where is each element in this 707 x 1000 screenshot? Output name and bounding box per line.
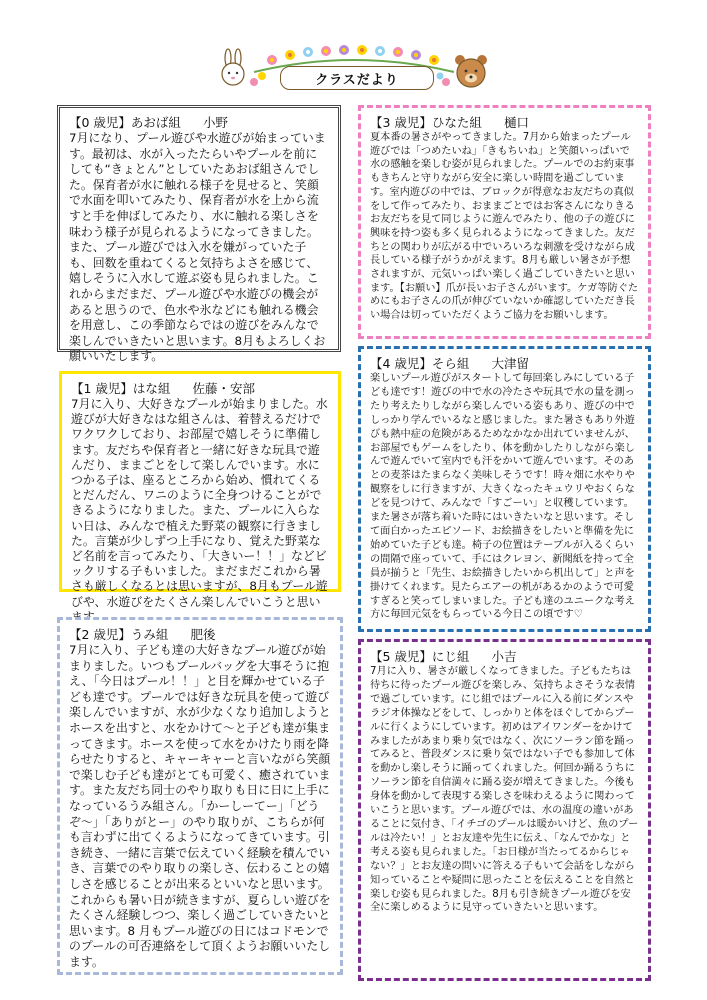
class-name: 【0 歳児】あおば組 (69, 115, 181, 130)
teacher-name: 小野 (202, 115, 228, 130)
class-report-text: 7月に入り、子ども達の大好きなプール遊びが始まりました。いつもプールバッグを大事そうに抱え、「今日はプール！！」と目を輝かせている子ども達です。プールでは好きな玩具を使って遊び楽しんでいますが、水が少なくなり追加しようとホースを出すと、水をかけて〜と子ども達が集まってきます。ホースを使って水をかけたり雨を降らせたりすると、キャーキャーと言いながら笑顔で楽しむ子ども達がとても可愛く、癒されています。また友だち同士のやり取りも日に日に上手になっているうみ組さん。「かーしーてー」「どうぞ〜」「ありがとー」のやり取りが、こちらが何も言わずに出てくるようになってきています。引き続き、一緒に言葉で伝えていく経験を積んでいき、言葉でのやり取りの楽しさ、伝わることの嬉しさを感じることが出来るといいなと思います。これからも暑い日が続きますが、夏らしい遊びをたくさん経験しつつ、楽しく過ごしていきたいと思います。8 月もプール遊びの日にはコドモンでのプールの可否連絡をして頂くようお願いいたします。 (69, 643, 331, 969)
class-name: 【2 歳児】うみ組 (69, 627, 169, 642)
rabbit-illustration (222, 49, 266, 86)
class-name: 【5 歳児】にじ組 (370, 649, 470, 664)
class-heading (370, 649, 639, 664)
class-report-text: 楽しいプール遊びがスタートして毎回楽しみにしている子ども達です！遊びの中で水の冷たさや玩具で水の量を測ったり考えたりしながら楽しんでいる姿もあり、遊びの中でしっかり学んでいるなと感じました。また暑さもあり外遊びも熱中症の危険があるためなかなか出れていませんが、お部屋でもゲームをしたり、体を動かしたりしながら楽しんで遊んでいて室内でも汗をかいて遊んでいます。そのあとの麦茶はたまらなく美味しそうです！時々畑に水やりや観察をしに行きますが、大きくなったキュウリやおくらなどを見つけて、みんなで「すごーい」と収穫しています。また暑さが落ち着いた時にはいきたいなと思います。そして面白かったエピソード、お絵描きをしたいと準備を先に始めていた子ども達。椅子の位置はテーブルが入るくらいの間隔で座っていて、手にはクレヨン、新聞紙を持って全員が揃うと「先生、お絵描きしたいから机出して」と声を掛けてくれます。見たらエアーの机があるかのようで可愛すぎると笑ってしまいました。子ども達のユニークな考え方に毎回元気をもらっている今日この頃です♡ (370, 373, 635, 621)
class-name: 【4 歳児】そら組 (370, 356, 470, 371)
class-report-3-year-olds (358, 105, 651, 339)
class-report-text: 7月に入り、暑さが厳しくなってきました。子どもたちは待ちに待ったプール遊びを楽しみ、気持ちよさそうな表情で過ごしています。にじ組ではプールに入る前にダンスやラジオ体操などをして、しっかりと体をほぐしてからプールに行くようにしています。初めはアイワンダーをかけてみましたがあまり乗り気ではなく、次にソーラン節を踊ってみると、普段ダンスに乗り気ではない子でも参加して体を動かし楽しそうに踊ってくれました。何回か踊るうちにソーラン節を自信満々に踊る姿が増えてきました。今後も身体を動かして表現する楽しさを味わえるように関わっていこうと思います。プール遊びでは、水の温度の違いがあることに気付き、「イチゴのプールは暖かいけど、魚のプールは冷たい！」とお友達や先生に伝え、「なんでかな」と考える姿も見られました。「お日様が当たってるからじゃない？」とお友達の問いに答える子もいて会話をしながら知っていることや疑問に思ったことを伝えることを自然と楽しむ姿も見られました。8月も引き続きプール遊びを安全に楽しめるように見守っていきたいと思います。 (370, 666, 639, 914)
class-heading (370, 356, 639, 371)
header-banner (214, 46, 494, 94)
teacher-name: 肥後 (190, 627, 216, 642)
teacher-name: 樋口 (503, 115, 529, 130)
teacher-name: 佐藤・安部 (192, 381, 255, 396)
bear-illustration (437, 55, 488, 87)
class-heading (71, 381, 329, 396)
class-report-text: 夏本番の暑さがやってきました。7月から始まったプール遊びでは「つめたいね」「きもちいね」と笑顔いっぱいで水の感触を楽しむ姿が見られました。プールでのお約束事もきちんと守りながら安全に楽しい時間を過ごしています。室内遊びの中では、ブロックが得意なお友だちの真似をして作ってみたり、おままごとではお客さんになりきるお友だちを見て同じように遊んでみたり、他の子の遊びに興味を持つ姿も多く見られるようになってきました。友だちとの関わりが広がる中でいろいろな刺激を受けながら成長している様子がうかがえます。8月も厳しい暑さが予想されますが、元気いっぱい楽しく過ごしていきたいと思います。【お願い】爪が長いお子さんがいます。ケガ等防ぐためにもお子さんの爪が伸びていないか確認していただき長い場合は切っていただくようご協力をお願いします。 (370, 132, 639, 322)
class-name: 【1 歳児】はな組 (71, 381, 171, 396)
class-heading (69, 627, 331, 642)
teacher-name: 大津留 (491, 356, 529, 371)
class-report-0-year-olds (57, 105, 341, 364)
class-report-2-year-olds (57, 617, 343, 975)
class-report-4-year-olds (358, 346, 651, 632)
teacher-name: 小吉 (491, 649, 517, 664)
class-heading (370, 115, 639, 130)
page-title: クラスだより (280, 66, 434, 90)
class-report-1-year-olds (59, 371, 341, 609)
class-name: 【3 歳児】ひなた組 (370, 115, 482, 130)
class-report-text: 7月に入り、大好きなプールが始まりました。水遊びが大好きなはな組さんは、着替えるだけでワクワクしており、お部屋で嬉しそうに準備します。友だちや保育者と一緒に好きな玩具で遊んだり、ままごとをして楽しんでいます。水につかる子は、座るところから始め、慣れてくるとだんだん、ワニのように全身つけることができるようになりました。また、プールに入らない日は、みんなで植えた野菜の観察に行きました。言葉が少しずつ上手になり、覚えた野菜など名前を言ってみたり、「大きいー！！」などビックリする子もいました。まだまだこれから暑さも厳しくなるとは思いますが、8月もプール遊びや、水遊びをたくさん楽しんでいこうと思い (71, 397, 328, 609)
class-report-5-year-olds (358, 639, 651, 981)
class-heading (69, 115, 329, 130)
class-report-text: 7月になり、プール遊びや水遊びが始まっています。最初は、水が入ったたらいやプールを前にしても“きょとん”としていたあおば組さんでした。保育者が水に触れる様子を見せると、笑顔で水面を叩いてみたり、保育者が水を上から流すと手を伸ばしてみたり、水に触れる楽しさを味わう様子が見られるようになってきました。また、プール遊びでは入水を嫌がっていた子も、回数を重ねてくると気持ちよさを感じて、嬉しそうに入水して遊ぶ姿も見られました。これからまだまだ、プール遊びや水遊びの機会があると思うので、色水や氷などにも触れる機会を用意し、この季節ならではの遊びをみんなで楽しんでいきたいと思います。8月もよろしくお願いいたします。 (69, 131, 326, 364)
